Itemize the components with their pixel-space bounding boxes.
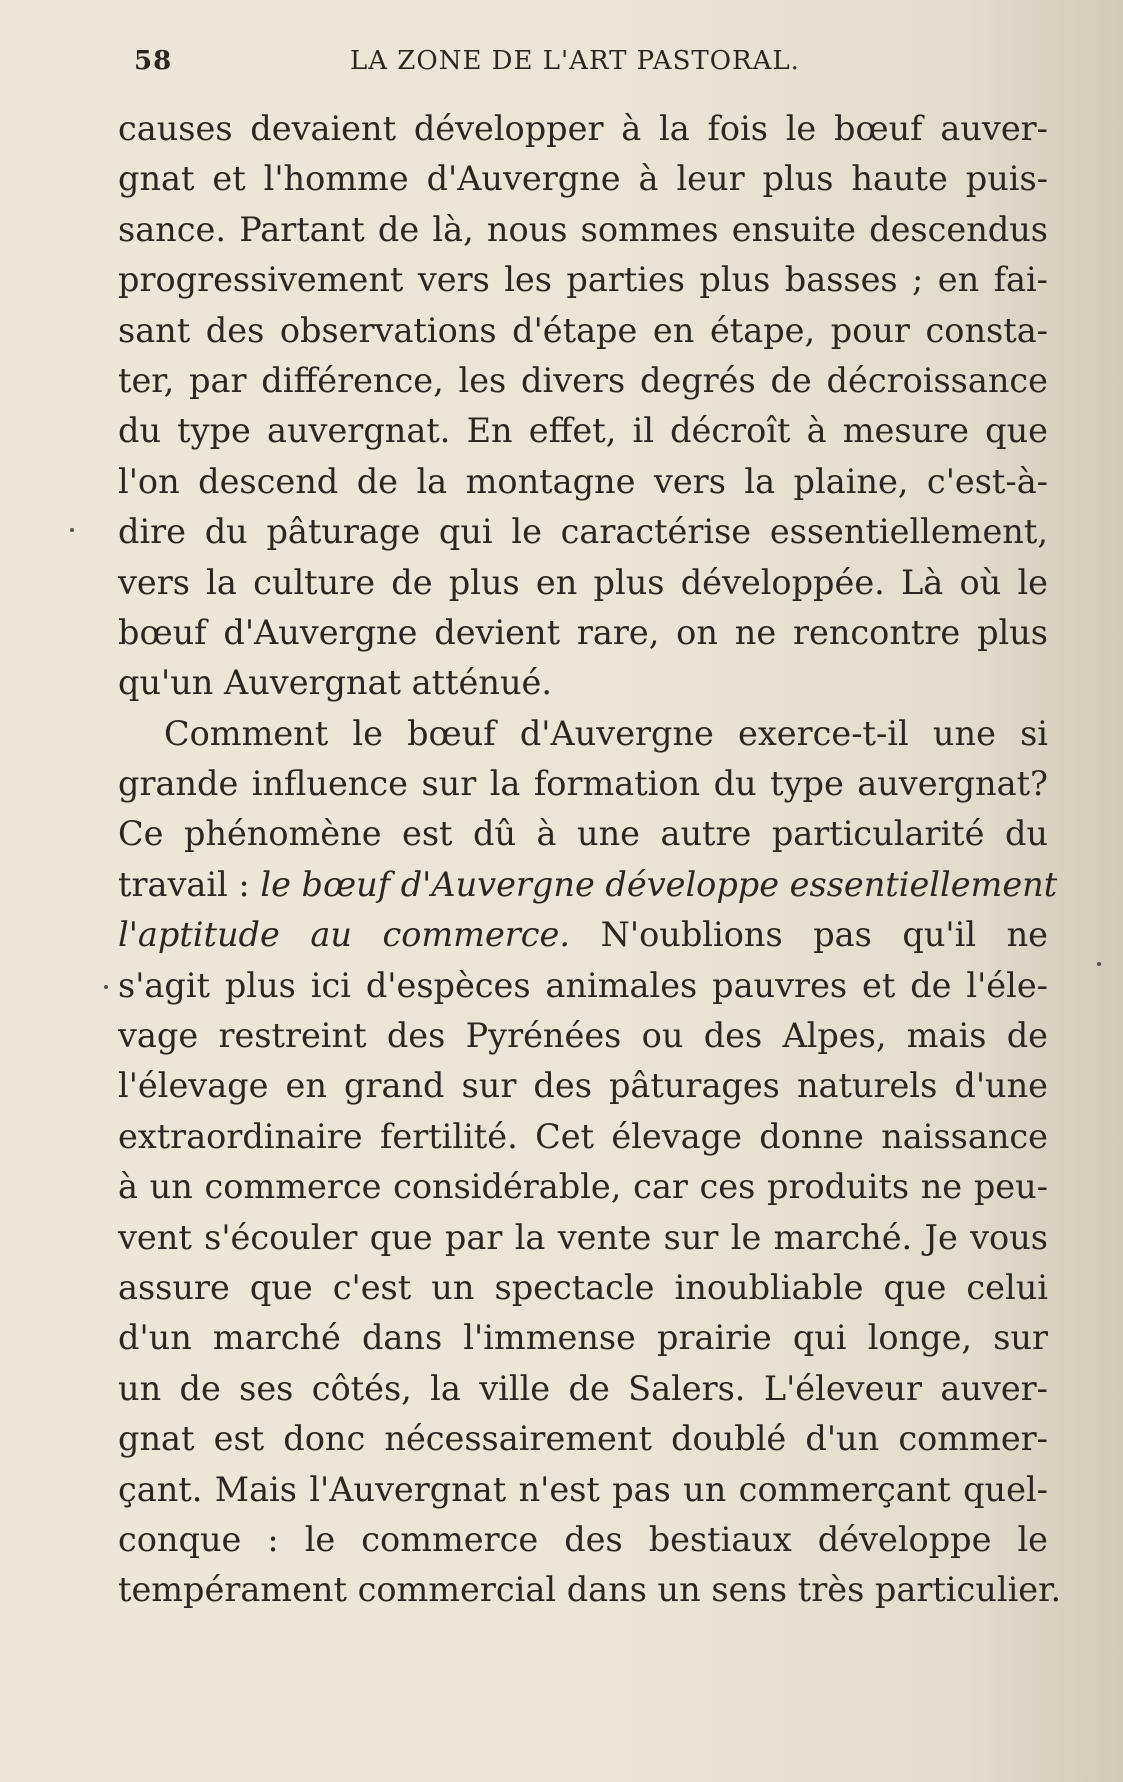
text-line: qu'un Auvergnat atténué. [118, 663, 553, 703]
text-line [118, 910, 1048, 960]
text-line: s'agit plus ici d'espèces animales pauvres et de l'éle- [118, 965, 1048, 1005]
text-line: gnat est donc nécessairement doublé d'un commer- [118, 1419, 1048, 1459]
text-run: travail : [118, 864, 261, 904]
text-line: gnat et l'homme d'Auvergne à leur plus haute puis- [118, 159, 1048, 199]
text-line: bœuf d'Auvergne devient rare, on ne rencontre plus [118, 612, 1048, 652]
text-line: dire du pâturage qui le caractérise essentiellement, [118, 512, 1048, 552]
text-line [118, 860, 1058, 910]
margin-speck [1097, 962, 1101, 966]
text-line: causes devaient développer à la fois le bœuf auver- [118, 109, 1048, 148]
italic-text-run: l'aptitude au commerce. [118, 915, 571, 955]
text-line: conque : le commerce des bestiaux développe le [118, 1519, 1048, 1559]
text-line: vage restreint des Pyrénées ou des Alpes, mais de [118, 1016, 1048, 1056]
text-line: Ce phénomène est dû à une autre particularité du [118, 814, 1048, 854]
text-line: l'on descend de la montagne vers la plaine, c'est-à- [118, 461, 1048, 501]
text-line: ter, par différence, les divers degrés de décroissance [118, 360, 1048, 400]
text-line: extraordinaire fertilité. Cet élevage donne naissance [118, 1116, 1048, 1156]
italic-text-run: le bœuf d'Auvergne développe essentiellement [260, 864, 1058, 904]
page-number: 58 [134, 46, 173, 76]
running-title: LA ZONE DE L'ART PASTORAL. [350, 46, 800, 76]
text-line: progressivement vers les parties plus basses ; en fai- [118, 260, 1048, 300]
text-line: un de ses côtés, la ville de Salers. L'éleveur auver- [118, 1368, 1048, 1408]
text-line: grande influence sur la formation du type auvergnat? [118, 764, 1048, 804]
text-line: vers la culture de plus en plus développée. Là où le [118, 562, 1048, 602]
text-line: à un commerce considérable, car ces produits ne peu- [118, 1167, 1048, 1207]
text-line: l'élevage en grand sur des pâturages naturels d'une [118, 1066, 1048, 1106]
text-line: sance. Partant de là, nous sommes ensuite descendus [118, 209, 1048, 249]
text-line: tempérament commercial dans un sens très particulier. [118, 1570, 1062, 1610]
body-text [118, 104, 1062, 1616]
text-line: sant des observations d'étape en étape, pour consta- [118, 310, 1048, 350]
text-run: N'oublions pas qu'il ne [570, 915, 1048, 955]
text-line: vent s'écouler que par la vente sur le marché. Je vous [118, 1217, 1048, 1257]
margin-speck [104, 985, 108, 989]
text-line: Comment le bœuf d'Auvergne exerce-t-il une si [164, 713, 1048, 753]
margin-speck [70, 528, 74, 532]
text-line: çant. Mais l'Auvergnat n'est pas un commerçant quel- [118, 1469, 1048, 1509]
text-line: du type auvergnat. En effet, il décroît à mesure que [118, 411, 1048, 451]
text-line: assure que c'est un spectacle inoubliable que celui [118, 1267, 1048, 1307]
text-line: d'un marché dans l'immense prairie qui longe, sur [118, 1318, 1048, 1358]
